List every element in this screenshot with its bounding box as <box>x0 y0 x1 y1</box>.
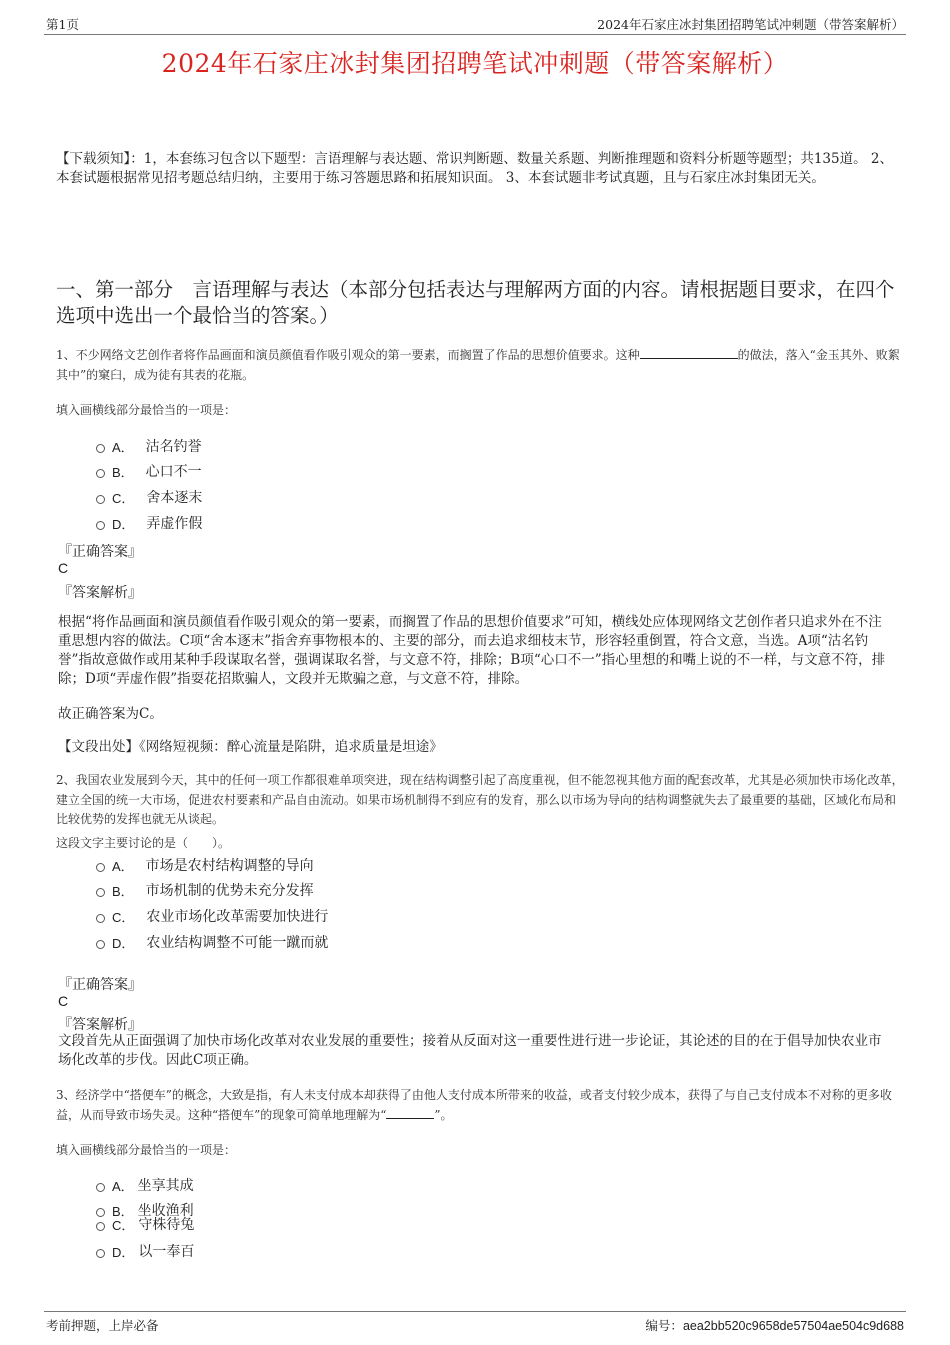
q1-option-c[interactable]: C． 舍本逐末 <box>96 487 202 507</box>
q2-answer: C <box>58 993 69 1009</box>
footer-divider <box>44 1311 906 1312</box>
q2-answer-label: 『正确答案』 <box>58 977 142 993</box>
radio-icon[interactable] <box>96 914 105 923</box>
footer-slogan: 考前押题，上岸必备 <box>46 1318 159 1333</box>
q1-conclusion: 故正确答案为C。 <box>58 706 163 722</box>
question-1-hint: 填入画横线部分最恰当的一项是： <box>56 403 237 417</box>
q3-option-a[interactable]: A． 坐享其成 <box>96 1175 194 1195</box>
q2-option-b[interactable]: B． 市场机制的优势未充分发挥 <box>96 880 314 900</box>
q2-option-d[interactable]: D． 农业结构调整不可能一蹴而就 <box>96 932 328 952</box>
page-title: 2024年石家庄冰封集团招聘笔试冲刺题（带答案解析） <box>161 49 789 78</box>
q1-analysis-label: 『答案解析』 <box>58 585 142 601</box>
q3-option-c[interactable]: C． 守株待兔 <box>96 1214 194 1234</box>
header-doc-title: 2024年石家庄冰封集团招聘笔试冲刺题（带答案解析） <box>597 17 904 32</box>
radio-icon[interactable] <box>96 495 105 504</box>
answer-blank <box>386 1106 434 1119</box>
q1-option-a[interactable]: A． 沽名钓誉 <box>96 436 202 456</box>
radio-icon[interactable] <box>96 444 105 453</box>
q1-option-b[interactable]: B． 心口不一 <box>96 461 202 481</box>
q2-option-a[interactable]: A． 市场是农村结构调整的导向 <box>96 855 314 875</box>
q1-source: 【文段出处】《网络短视频：醉心流量是陷阱，追求质量是坦途》 <box>58 739 443 755</box>
radio-icon[interactable] <box>96 1183 105 1192</box>
radio-icon[interactable] <box>96 1249 105 1258</box>
question-2-stem: 2、我国农业发展到今天，其中的任何一项工作都很难单项突进，现在结构调整引起了高度重视，但不能忽视其他方面的配套改革，尤其是必须加快市场化改革，建立全国的统一大市场，促进农村要素和产品自由流动。如果市场机制得不到应有的发育，那么以市场为导向的结构调整就失去了最重要的基础，区域化布局和比较优势的发挥也就无从谈起。 <box>56 773 904 826</box>
radio-icon[interactable] <box>96 469 105 478</box>
q1-option-d[interactable]: D． 弄虚作假 <box>96 513 202 533</box>
q3-option-d[interactable]: D． 以一奉百 <box>96 1241 194 1261</box>
q1-answer-label: 『正确答案』 <box>58 544 142 560</box>
q1-analysis: 根据“将作品画面和演员颜值看作吸引观众的第一要素，而搁置了作品的思想价值要求”可知，横线处应体现网络文艺创作者只追求外在不注重思想内容的做法。C项“舍本逐末”指舍弃事物根本的、主要的部分，而去追求细枝末节，形容轻重倒置，符合文意，当选。A项“沽名钓誉”指故意做作或用某种手段谋取名誉，强调谋取名誉，与文意不符，排除；B项“心口不一”指心里想的和嘴上说的不一样，与文意不符，排除；D项“弄虚作假”指耍花招欺骗人，文段并无欺骗之意，与文意不符，排除。 <box>58 614 886 687</box>
answer-blank <box>640 346 738 359</box>
q2-option-c[interactable]: C． 农业市场化改革需要加快进行 <box>96 906 328 926</box>
q1-answer: C <box>58 560 69 576</box>
section-heading: 一、第一部分 言语理解与表达（本部分包括表达与理解两方面的内容。请根据题目要求，在四个选项中选出一个最恰当的答案。） <box>56 278 895 327</box>
radio-icon[interactable] <box>96 521 105 530</box>
header-divider <box>44 34 906 35</box>
page-number: 第1页 <box>46 17 79 32</box>
radio-icon[interactable] <box>96 1222 105 1231</box>
radio-icon[interactable] <box>96 940 105 949</box>
q3-option-b[interactable]: B． 坐收渔利 <box>96 1200 194 1220</box>
footer-code: 编号：aea2bb520c9658de57504ae504c9d688 <box>645 1318 904 1333</box>
question-1-stem: 1、不少网络文艺创作者将作品画面和演员颜值看作吸引观众的第一要素，而搁置了作品的思想价值要求。这种 的做法，落入“金玉其外、败絮其中”的窠臼，成为徒有其表的花瓶。 <box>56 348 900 382</box>
question-3-stem: 3、经济学中“搭便车”的概念，大致是指，有人未支付成本却获得了由他人支付成本所带来的收益，或者支付较少成本，获得了与自己支付成本不对称的更多收益，从而导致市场失灵。这种“搭便车”的现象可简单地理解为“ ”。 <box>56 1088 892 1122</box>
radio-icon[interactable] <box>96 863 105 872</box>
q2-analysis: 文段首先从正面强调了加快市场化改革对农业发展的重要性；接着从反面对这一重要性进行进一步论证，其论述的目的在于倡导加快农业市场化改革的步伐。因此C项正确。 <box>58 1033 882 1068</box>
radio-icon[interactable] <box>96 888 105 897</box>
download-notice: 【下载须知】：1，本套练习包含以下题型：言语理解与表达题、常识判断题、数量关系题、判断推理题和资料分析题等题型；共135道。 2、本套试题根据常见招考题总结归纳，主要用于练习答题思路和拓展知识面。 3、本套试题非考试真题，且与石家庄冰封集团无关。 <box>56 151 893 186</box>
q2-analysis-label: 『答案解析』 <box>58 1017 142 1033</box>
question-2-hint: 这段文字主要讨论的是（ ）。 <box>56 836 231 850</box>
question-3-hint: 填入画横线部分最恰当的一项是： <box>56 1143 237 1157</box>
